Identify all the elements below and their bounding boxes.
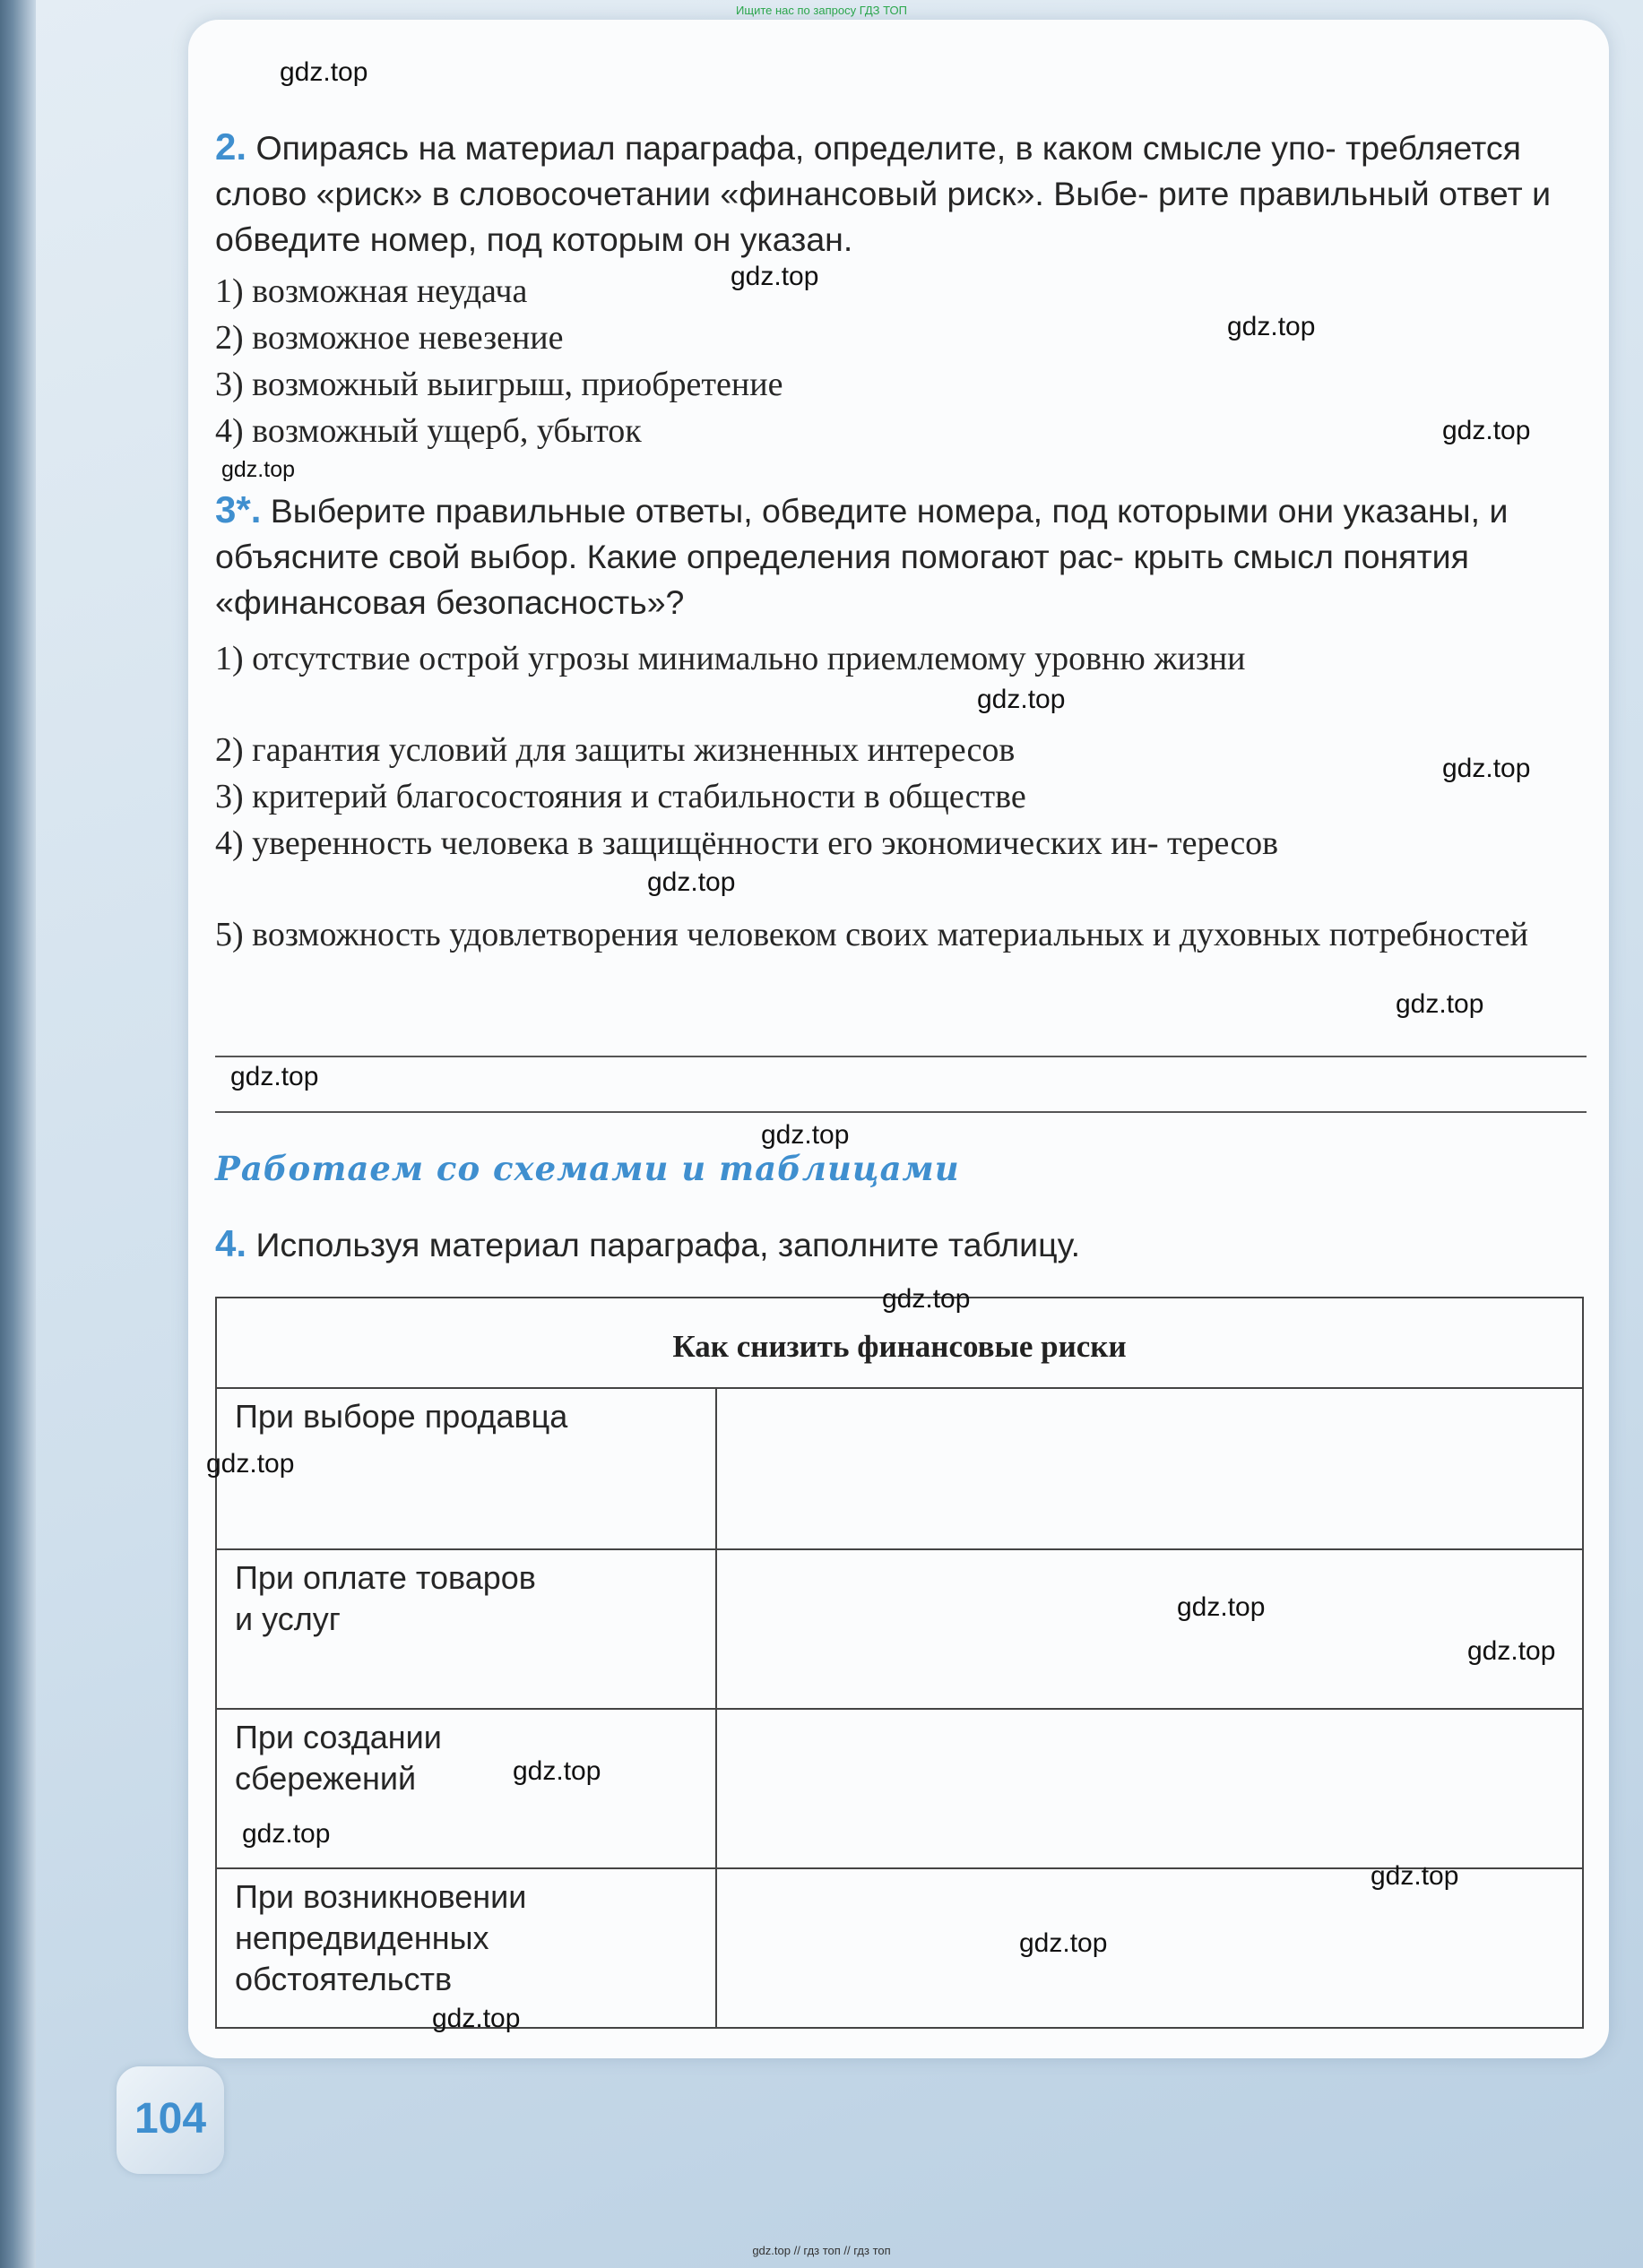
section-heading: Работаем со схемами и таблицами	[215, 1149, 960, 1188]
watermark: gdz.top	[242, 1819, 331, 1849]
question-2-text: Опираясь на материал параграфа, определите, в каком смысле упо- требляется слово «риск» в словосочетании «финансовый риск». Выбе- рите правильный ответ и обведите номер, под которым он указан.	[215, 129, 1552, 258]
watermark: gdz.top	[1177, 1592, 1266, 1622]
q3-option-4[interactable]: 4) уверенность человека в защищённости его экономических ин- тересов	[215, 824, 1279, 862]
watermark: gdz.top	[1396, 989, 1484, 1019]
table-row-label: При выборе продавца	[216, 1388, 716, 1549]
q2-option-4[interactable]: 4) возможный ущерб, убыток	[215, 412, 642, 450]
question-3-number: 3*.	[215, 488, 262, 530]
table-answer-cell[interactable]	[716, 1549, 1583, 1709]
q3-option-2[interactable]: 2) гарантия условий для защиты жизненных интересов	[215, 731, 1016, 769]
risk-table	[215, 1297, 1584, 2029]
answer-line[interactable]	[215, 1111, 1587, 1113]
question-4	[215, 1220, 1587, 1268]
watermark: gdz.top	[432, 2004, 521, 2033]
watermark: gdz.top	[882, 1284, 971, 1314]
table-row	[216, 1388, 1583, 1549]
q2-option-2[interactable]: 2) возможное невезение	[215, 319, 564, 357]
top-banner[interactable]: Ищите нас по запросу ГДЗ ТОП	[736, 4, 907, 17]
q3-option-3[interactable]: 3) критерий благосостояния и стабильности в обществе	[215, 778, 1026, 815]
q3-option-1[interactable]: 1) отсутствие острой угрозы минимально приемлемому уровню жизни	[215, 640, 1246, 677]
watermark: gdz.top	[221, 457, 296, 482]
table-row-label-text: При оплате товаров и услуг	[235, 1559, 536, 1637]
table-row	[216, 1868, 1583, 2028]
question-2-number: 2.	[215, 125, 247, 168]
watermark: gdz.top	[1442, 416, 1531, 445]
watermark: gdz.top	[647, 867, 736, 897]
page-number: 104	[134, 2095, 207, 2143]
table-row-label	[216, 1549, 716, 1709]
table-answer-cell[interactable]	[716, 1388, 1583, 1549]
question-4-text: Используя материал параграфа, заполните таблицу.	[255, 1226, 1081, 1263]
table-row	[216, 1709, 1583, 1868]
q2-option-1[interactable]: 1) возможная неудача	[215, 272, 528, 310]
table-title: Как снизить финансовые риски	[216, 1298, 1583, 1388]
table-row	[216, 1549, 1583, 1709]
watermark: gdz.top	[1467, 1636, 1556, 1666]
table-row-label-text: При возникновении непредвиденных обстоятельств	[235, 1878, 527, 1997]
q3-option-5[interactable]: 5) возможность удовлетворения человеком своих материальных и духовных потребностей	[215, 916, 1528, 953]
watermark: gdz.top	[977, 685, 1066, 714]
watermark: gdz.top	[1227, 312, 1316, 341]
question-2	[215, 124, 1587, 263]
watermark: gdz.top	[513, 1756, 601, 1786]
table-row-label-text: При создании сбережений	[235, 1719, 442, 1797]
table-answer-cell[interactable]	[716, 1709, 1583, 1868]
q2-option-3[interactable]: 3) возможный выигрыш, приобретение	[215, 366, 783, 403]
book-spine-edge	[0, 0, 36, 2268]
table-answer-cell[interactable]	[716, 1868, 1583, 2028]
watermark: gdz.top	[280, 57, 368, 87]
question-3-text: Выберите правильные ответы, обведите номера, под которыми они указаны, и объясните свой выбор. Какие определения помогают рас- крыть смысл понятия «финансовая безопасность»?	[215, 492, 1509, 621]
watermark: gdz.top	[1019, 1928, 1108, 1958]
question-3	[215, 487, 1587, 625]
watermark: gdz.top	[731, 262, 819, 291]
watermark: gdz.top	[206, 1449, 295, 1479]
watermark: gdz.top	[230, 1062, 319, 1091]
watermark: gdz.top	[1371, 1861, 1459, 1891]
question-4-number: 4.	[215, 1222, 247, 1264]
watermark: gdz.top	[761, 1120, 850, 1150]
answer-line[interactable]	[215, 1056, 1587, 1057]
watermark: gdz.top	[1442, 754, 1531, 783]
bottom-banner[interactable]: gdz.top // гдз топ // гдз топ	[752, 2244, 891, 2257]
